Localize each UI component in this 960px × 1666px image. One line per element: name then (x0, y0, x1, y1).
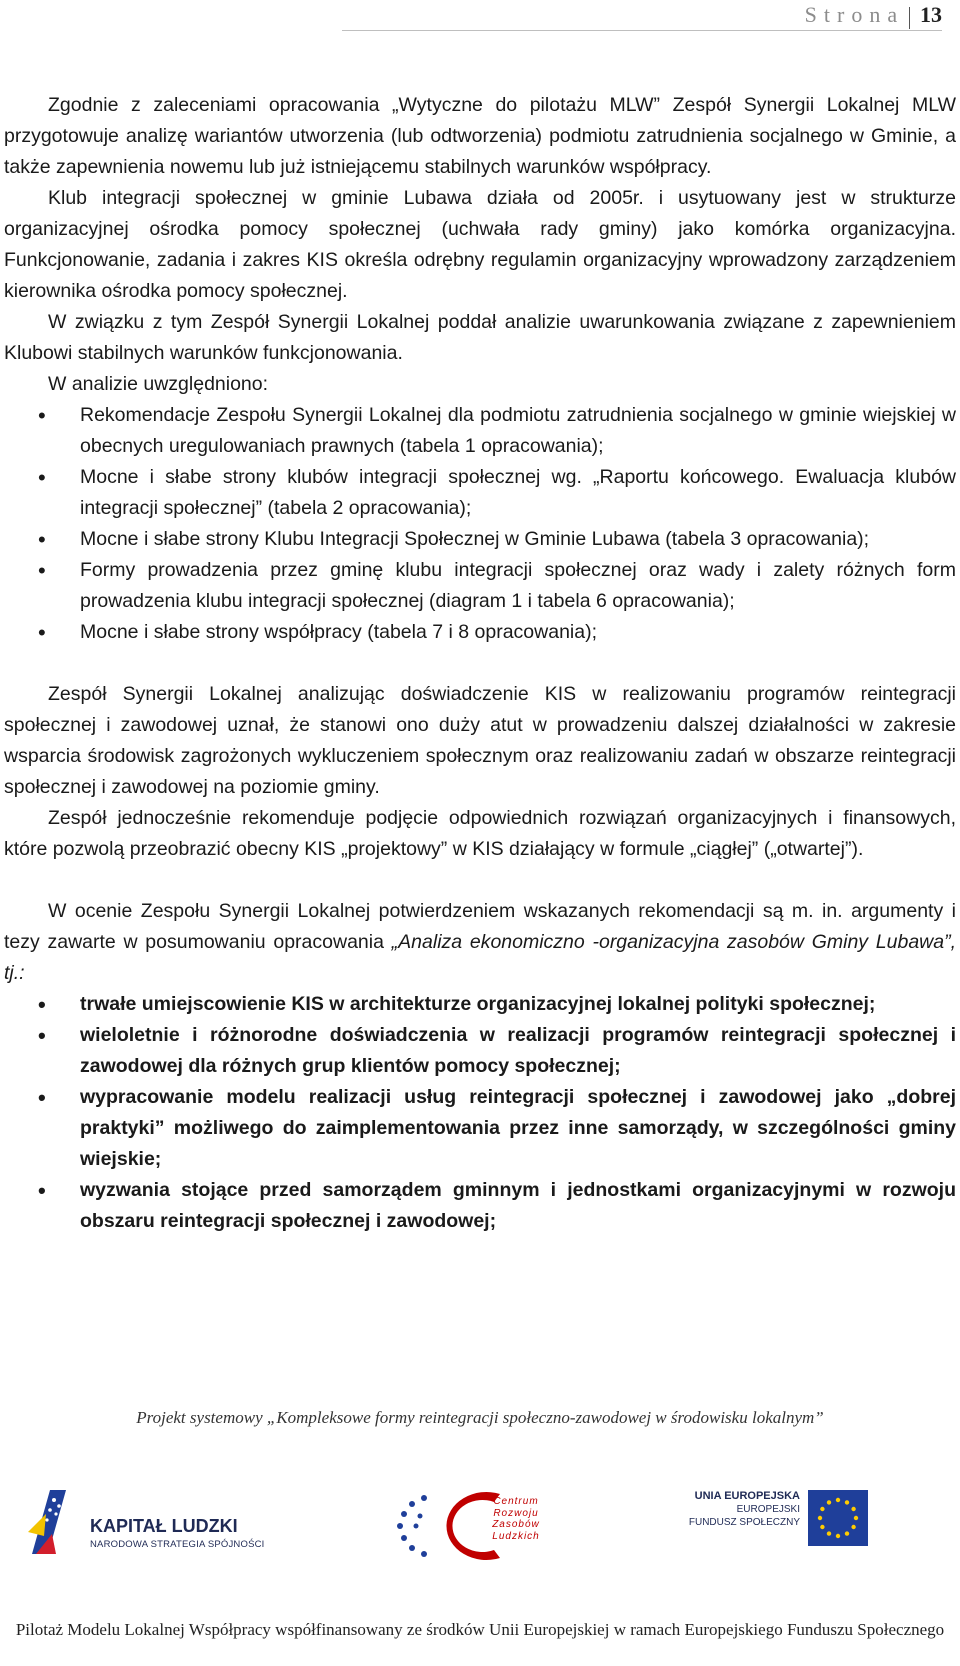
paragraph-7-text: W ocenie Zespołu Synergii Lokalnej potwierdzeniem wskazanych rekomendacji są m. in. argumenty i tezy zawarte w posumowaniu opracowania (4, 900, 956, 953)
list-item: • Mocne i słabe strony współpracy (tabela 7 i 8 opracowania); (4, 617, 956, 648)
kapital-ludzki-emblem-icon (26, 1484, 86, 1564)
list-item: • Mocne i słabe strony Klubu Integracji Społecznej w Gminie Lubawa (tabela 3 opracowania); (4, 524, 956, 555)
paragraph-6: Zespół jednocześnie rekomenduje podjęcie odpowiednich rozwiązań organizacyjnych i finansowych, które pozwolą przeobrazić obecny KIS „projektowy” w KIS działający w formule „ciągłej” („otwartej”). (4, 807, 956, 860)
header-separator (909, 7, 910, 29)
paragraph-7 (4, 896, 956, 989)
paragraph-5: Zespół Synergii Lokalnej analizując doświadczenie KIS w realizowaniu programów reintegracji społecznej i zawodowej uznał, że stanowi ono duży atut w prowadzeniu dalszej działalności w zakresie wsparcia środowisk zagrożonych wykluczeniem społecznym oraz realizowaniu zadań w obszarze reintegracji społecznej i zawodowej na poziomie gminy. (4, 683, 956, 798)
crzl-text: Centrum Rozwoju Zasobów Ludzkich (492, 1496, 540, 1542)
list-item: • trwałe umiejscowienie KIS w architekturze organizacyjnej lokalnej polityki społecznej; (4, 989, 956, 1020)
list-item: • Rekomendacje Zespołu Synergii Lokalnej dla podmiotu zatrudnienia socjalnego w gminie wiejskiej w obecnych uregulowaniach prawnych (tabela 1 opracowania); (4, 400, 956, 462)
eu-line-3: FUNDUSZ SPOŁECZNY (688, 1517, 800, 1528)
eu-logo (664, 1490, 864, 1560)
eu-line-2: EUROPEJSKI (736, 1504, 800, 1515)
list-item: • Mocne i słabe strony klubów integracji społecznej wg. „Raportu końcowego. Ewaluacja klubów integracji społecznej” (tabela 2 opracowania); (4, 462, 956, 524)
list-item: • wyzwania stojące przed samorządem gminnym i jednostkami organizacyjnymi w rozwoju obszaru reintegracji społecznej i zawodowej; (4, 1175, 956, 1237)
eu-flag-icon (808, 1490, 868, 1546)
paragraph-7-title: „Analiza ekonomiczno -organizacyjna zasobów Gminy Lubawa”, tj.: (4, 931, 956, 984)
kapital-ludzki-logo (26, 1484, 276, 1564)
crzl-logo (390, 1480, 560, 1570)
kl-subtitle: NARODOWA STRATEGIA SPÓJNOŚCI (90, 1539, 265, 1550)
list-item: • wypracowanie modelu realizacji usług reintegracji społecznej i zawodowej jako „dobrej praktyki” możliwego do zaimplementowania przez inne samorządy, w szczególności gminy wiejskie; (4, 1082, 956, 1175)
list-item: • wieloletnie i różnorodne doświadczenia w realizacji programów reintegracji społecznej i zawodowej dla różnych grup klientów pomocy społecznej; (4, 1020, 956, 1082)
logo-bar (0, 1480, 960, 1570)
paragraph-2: Klub integracji społecznej w gminie Lubawa działa od 2005r. i usytuowany jest w strukturze organizacyjnej ośrodka pomocy społecznej (uchwała rady gminy) jako komórka organizacyjna. Funkcjonowanie, zadania i zakres KIS określa odrębny regulamin organizacyjny wprowadzony zarządzeniem kierownika ośrodka pomocy społecznej. (4, 187, 956, 302)
page-number: 13 (920, 2, 942, 27)
page-header (342, 0, 942, 31)
eu-line-1: UNIA EUROPEJSKA (694, 1490, 800, 1502)
project-line: Projekt systemowy „Kompleksowe formy reintegracji społeczno-zawodowej w środowisku lokalnym” (136, 1408, 824, 1427)
arguments-list (4, 989, 956, 1237)
kl-title: KAPITAŁ LUDZKI (90, 1516, 238, 1536)
list-item: • Formy prowadzenia przez gminę klubu integracji społecznej oraz wady i zalety różnych form prowadzenia klubu integracji społecznej (diagram 1 i tabela 6 opracowania); (4, 555, 956, 617)
eu-text (664, 1490, 800, 1529)
paragraph-3: W związku z tym Zespół Synergii Lokalnej poddał analizie uwarunkowania związane z zapewnieniem Klubowi stabilnych warunków funkcjonowania. (4, 311, 956, 364)
page-label: Strona (804, 2, 905, 27)
paragraph-4: W analizie uwzględniono: (48, 373, 269, 395)
paragraph-1: Zgodnie z zaleceniami opracowania „Wytyczne do pilotażu MLW” Zespół Synergii Lokalnej MLW przygotowuje analizę wariantów utworzenia (lub odtworzenia) podmiotu zatrudnienia socjalnego w Gminie, a także zapewnienia nowemu lub już istniejącemu stabilnych warunków współpracy. (4, 94, 956, 178)
footer: Pilotaż Modelu Lokalnej Współpracy współfinansowany ze środków Unii Europejskiej w ramach Europejskiego Funduszu Społecznego (15, 1620, 945, 1639)
analysis-list (4, 400, 956, 648)
document-body (4, 90, 956, 1237)
